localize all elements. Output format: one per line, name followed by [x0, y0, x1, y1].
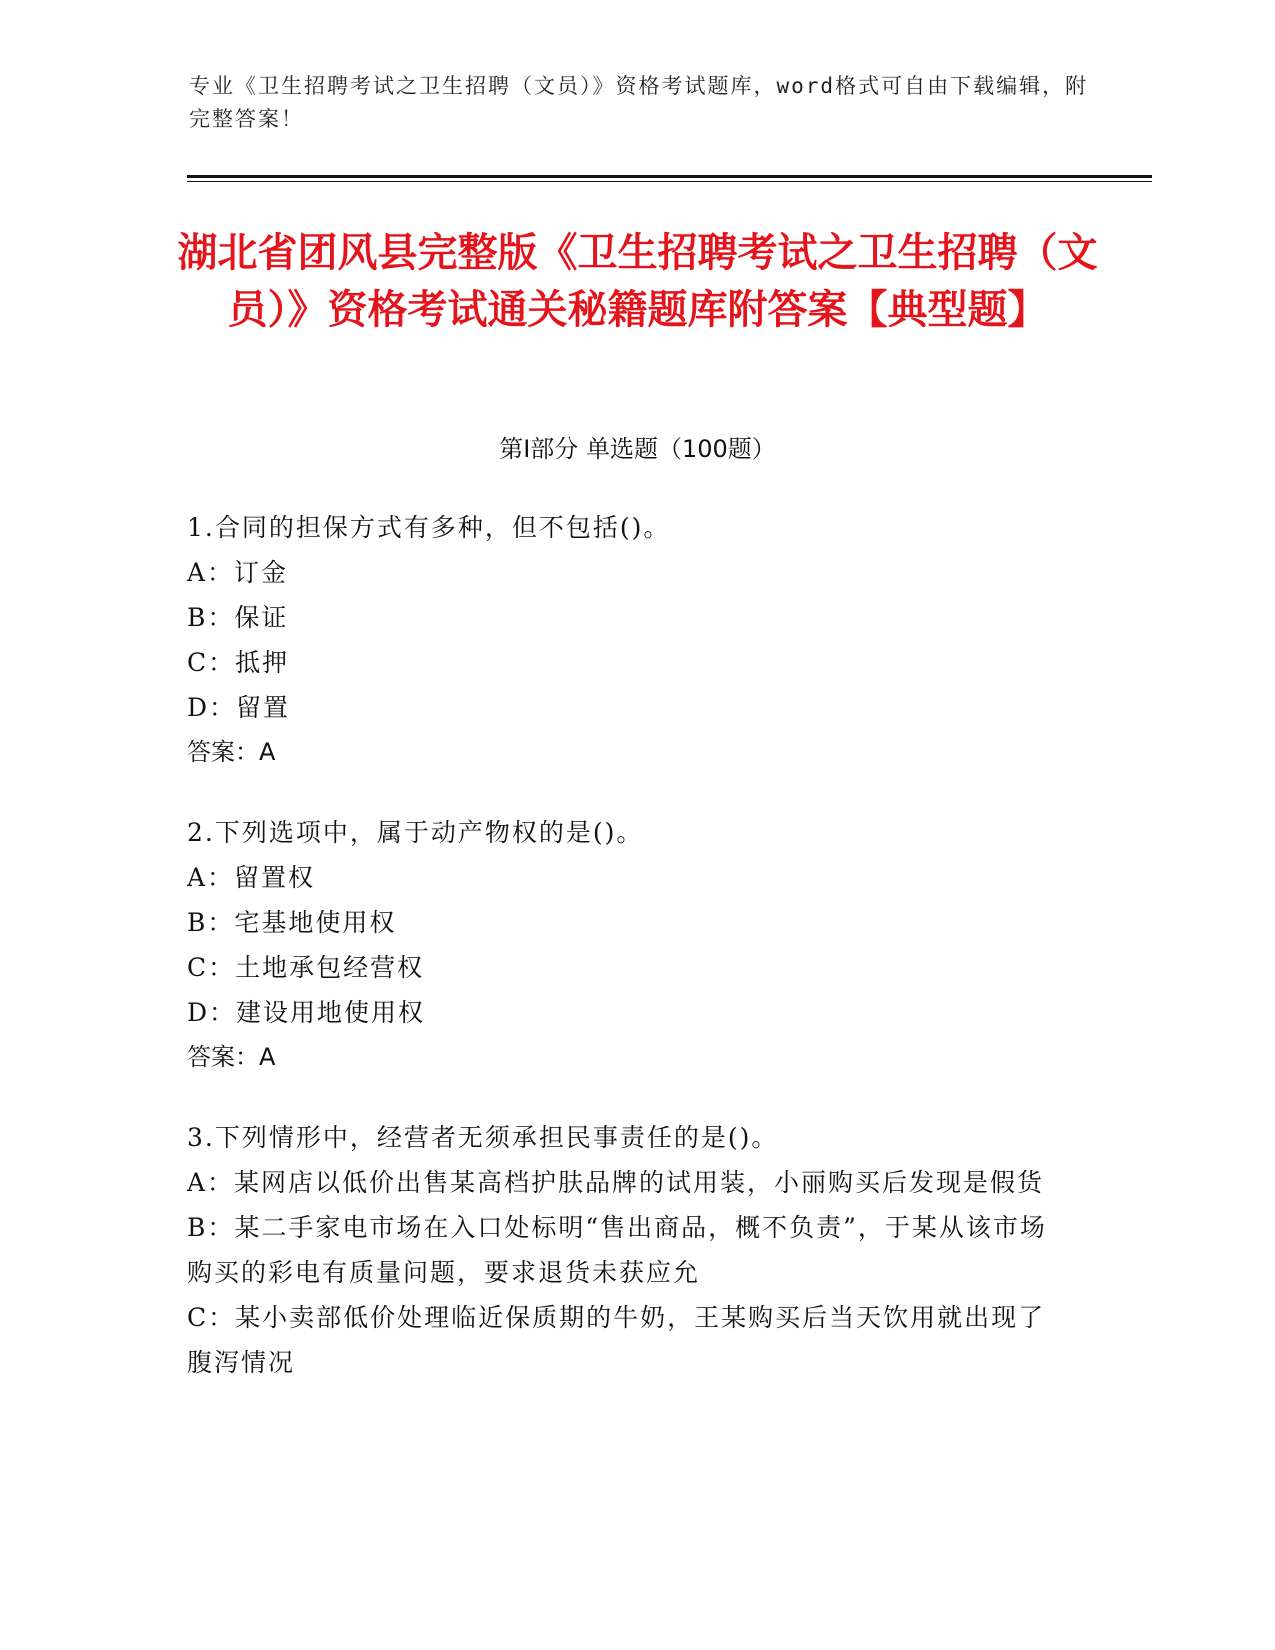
- question-stem: 1.合同的担保方式有多种，但不包括()。: [187, 513, 671, 542]
- option-c: C：某小卖部低价处理临近保质期的牛奶，王某购买后当天饮用就出现了腹泻情况: [187, 1303, 1046, 1377]
- question-stem: 3.下列情形中，经营者无须承担民事责任的是()。: [187, 1123, 779, 1152]
- header-rule-thin: [187, 181, 1152, 182]
- question-3: [187, 1115, 1072, 1385]
- option-c: C：抵押: [187, 648, 290, 677]
- question-2: [187, 810, 1072, 1080]
- option-b: B：宅基地使用权: [187, 908, 397, 937]
- header-rule-thick: [187, 175, 1152, 178]
- option-a: A：订金: [187, 558, 289, 587]
- option-c: C：土地承包经营权: [187, 953, 425, 982]
- option-a: A：某网店以低价出售某高档护肤品牌的试用装，小丽购买后发现是假货: [187, 1168, 1045, 1197]
- option-b: B：某二手家电市场在入口处标明“售出商品，概不负责”，于某从该市场购买的彩电有质量问题，要求退货未获应允: [187, 1213, 1047, 1287]
- option-d: D：留置: [187, 693, 291, 722]
- section-heading: 第Ⅰ部分 单选题（100题）: [499, 435, 776, 463]
- answer-line: 答案：A: [187, 738, 276, 766]
- document-title: 湖北省团风县完整版《卫生招聘考试之卫生招聘（文员）》资格考试通关秘籍题库附答案【典型题】: [177, 230, 1098, 333]
- question-stem: 2.下列选项中，属于动产物权的是()。: [187, 818, 644, 847]
- question-1: [187, 505, 1072, 775]
- option-d: D：建设用地使用权: [187, 998, 426, 1027]
- option-a: A：留置权: [187, 863, 316, 892]
- option-b: B：保证: [187, 603, 289, 632]
- answer-line: 答案：A: [187, 1043, 276, 1071]
- header-note: 专业《卫生招聘考试之卫生招聘（文员）》资格考试题库，word格式可自由下载编辑，附完整答案！: [189, 74, 1089, 131]
